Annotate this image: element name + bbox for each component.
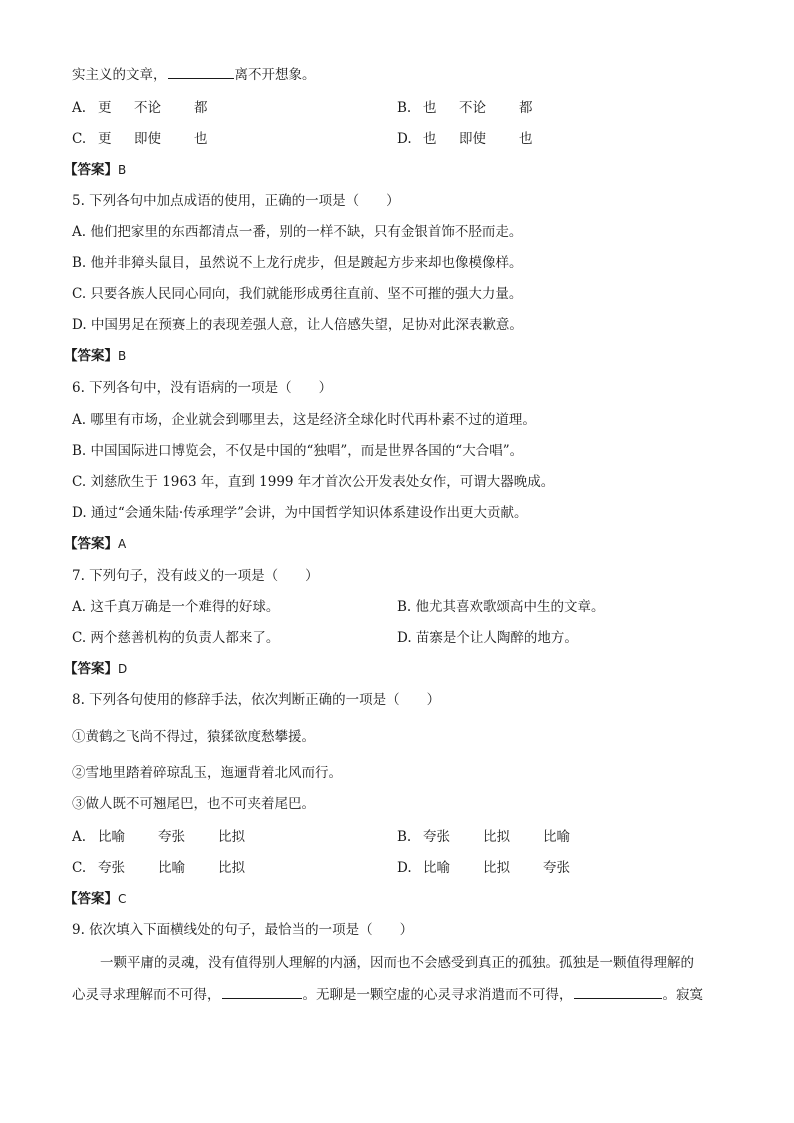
fill-blank-2 [574, 984, 662, 999]
q8-item-3: ③做人既不可翘尾巴，也不可夹着尾巴。 [72, 796, 315, 812]
q5-option-d: D. 中国男足在预赛上的表现差强人意，让人倍感失望，足协对此深表歉意。 [72, 317, 523, 333]
q6-answer: 【答案】A [64, 536, 127, 552]
q5-option-a: A. 他们把家里的东西都清点一番，别的一样不缺，只有金银首饰不胫而走。 [72, 224, 523, 240]
q8-answer: 【答案】C [64, 891, 127, 907]
q8-item-2: ②雪地里踏着碎琼乱玉，迤逦背着北风而行。 [72, 765, 342, 781]
q8-item-1: ①黄鹤之飞尚不得过，猿猱欲度愁攀援。 [72, 729, 315, 745]
q4-option-b: B. 也 不论 都 [397, 100, 533, 116]
q4-option-a: A. 更 不论 都 [72, 100, 208, 116]
q9-para-line-2: 心灵寻求理解而不可得， 。无聊是一颗空虚的心灵寻求消遣而不可得， 。寂寞 [72, 984, 703, 1005]
fill-blank [168, 64, 234, 79]
q9-para-line-1: 一颗平庸的灵魂，没有值得别人理解的内涵，因而也不会感受到真正的孤独。孤独是一颗值得理解的 [100, 955, 694, 971]
q4-text-after: 离不开想象。 [234, 67, 316, 83]
q6-option-c: C. 刘慈欣生于 1963 年，直到 1999 年才首次公开发表处女作，可谓大器晚成。 [72, 474, 555, 490]
q5-answer: 【答案】B [64, 348, 127, 364]
q7-option-a: A. 这千真万确是一个难得的好球。 [72, 599, 280, 615]
q5-option-b: B. 他并非獐头鼠目，虽然说不上龙行虎步，但是踱起方步来却也像模像样。 [72, 255, 523, 271]
q5-stem: 5. 下列各句中加点成语的使用，正确的一项是（ ） [72, 193, 400, 209]
q8-option-d: D. 比喻 比拟 夸张 [397, 860, 570, 876]
q7-stem: 7. 下列句子，没有歧义的一项是（ ） [72, 568, 319, 584]
q5-option-c: C. 只要各族人民同心同向，我们就能形成勇往直前、坚不可摧的强大力量。 [72, 286, 523, 302]
q7-option-b: B. 他尤其喜欢歌颂高中生的文章。 [397, 599, 605, 615]
q6-option-a: A. 哪里有市场，企业就会到哪里去，这是经济全球化时代再朴素不过的道理。 [72, 412, 536, 428]
q4-option-d: D. 也 即使 也 [397, 131, 533, 147]
q8-stem: 8. 下列各句使用的修辞手法，依次判断正确的一项是（ ） [72, 692, 441, 708]
q4-option-c: C. 更 即使 也 [72, 131, 208, 147]
q7-option-c: C. 两个慈善机构的负责人都来了。 [72, 630, 280, 646]
q4-text-before: 实主义的文章， [72, 67, 167, 83]
q9-stem: 9. 依次填入下面横线处的句子，最恰当的一项是（ ） [72, 922, 414, 938]
q6-option-b: B. 中国国际进口博览会，不仅是中国的“独唱”，而是世界各国的“大合唱”。 [72, 443, 524, 459]
q7-option-d: D. 苗寨是个让人陶醉的地方。 [397, 630, 578, 646]
q8-option-b: B. 夸张 比拟 比喻 [397, 829, 570, 845]
q4-answer: 【答案】B [64, 162, 127, 178]
q7-answer: 【答案】D [64, 661, 128, 677]
fill-blank-1 [222, 984, 302, 999]
q6-stem: 6. 下列各句中，没有语病的一项是（ ） [72, 380, 333, 396]
q4-tail-line [72, 64, 316, 85]
q6-option-d: D. 通过“会通朱陆·传承理学”会讲，为中国哲学知识体系建设作出更大贡献。 [72, 505, 528, 521]
q8-option-c: C. 夸张 比喻 比拟 [72, 860, 245, 876]
q8-option-a: A. 比喻 夸张 比拟 [72, 829, 245, 845]
